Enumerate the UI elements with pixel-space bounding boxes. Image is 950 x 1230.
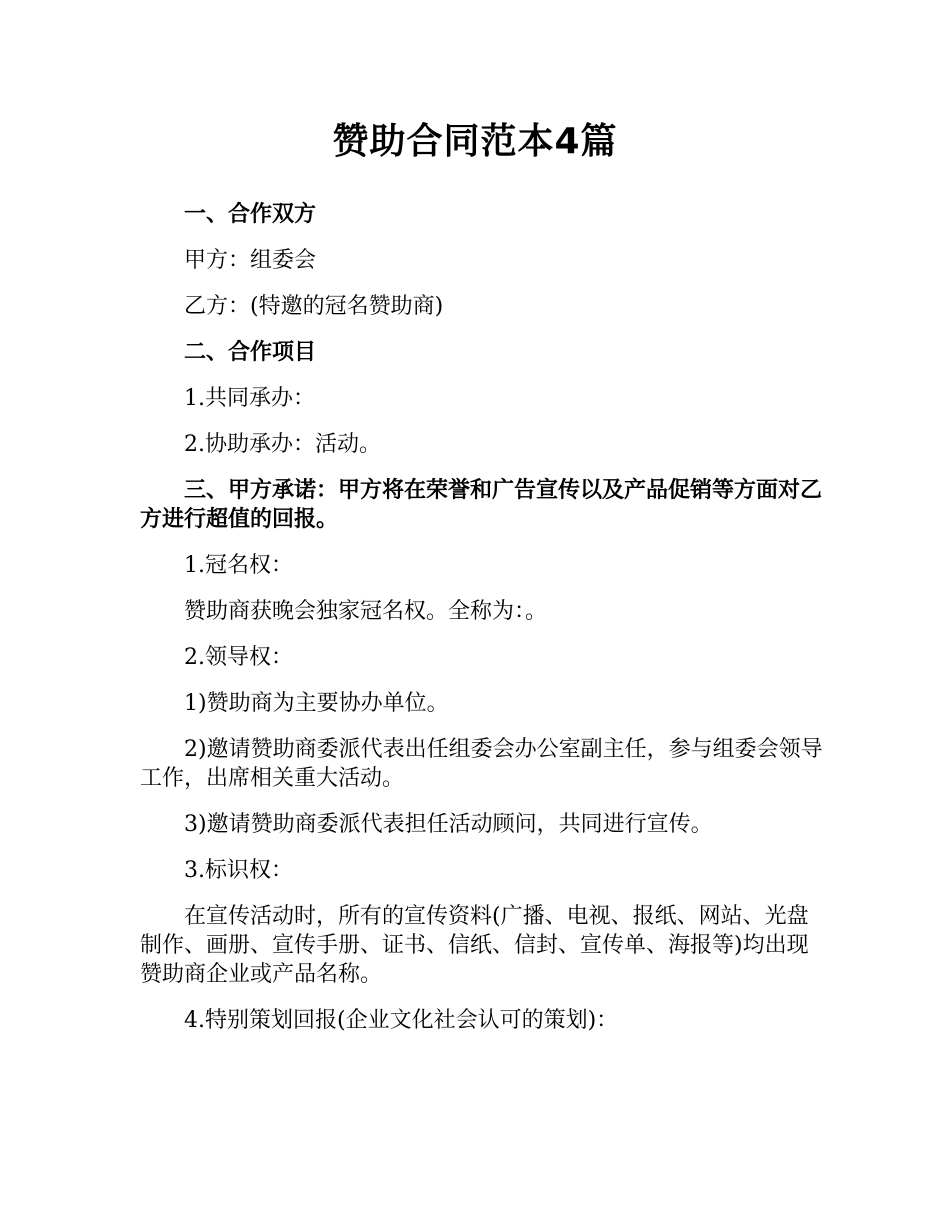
project-item-1: 1.共同承办： bbox=[184, 386, 315, 411]
logo-rights-text: 在宣传活动时，所有的宣传资料(广播、电视、报纸、网站、光盘制作、画册、宣传手册、证书、信纸、信封、宣传单、海报等)均出现赞助商企业或产品名称。 bbox=[140, 904, 809, 987]
party-b-line: 乙方：(特邀的冠名赞助商) bbox=[184, 294, 444, 319]
party-a-line: 甲方：组委会 bbox=[184, 248, 317, 273]
leadership-item-3: 3)邀请赞助商委派代表担任活动顾问，共同进行宣传。 bbox=[184, 812, 713, 837]
leadership-item-1: 1)赞助商为主要协办单位。 bbox=[184, 691, 449, 716]
document-title: 赞助合同范本4篇 bbox=[332, 121, 618, 162]
document-body bbox=[140, 200, 830, 1052]
special-planning-heading: 4.特别策划回报(企业文化社会认可的策划)： bbox=[184, 1008, 619, 1033]
naming-rights-text: 赞助商获晚会独家冠名权。全称为：。 bbox=[184, 599, 548, 624]
naming-rights-heading: 1.冠名权： bbox=[184, 553, 293, 578]
leadership-heading: 2.领导权： bbox=[184, 645, 293, 670]
project-item-2: 2.协助承办：活动。 bbox=[184, 432, 381, 457]
logo-rights-heading: 3.标识权： bbox=[184, 858, 293, 883]
section-heading-commitment: 三、甲方承诺：甲方将在荣誉和广告宣传以及产品促销等方面对乙方进行超值的回报。 bbox=[140, 478, 823, 532]
section-heading-projects: 二、合作项目 bbox=[184, 340, 317, 365]
leadership-item-2: 2)邀请赞助商委派代表出任组委会办公室副主任，参与组委会领导工作，出席相关重大活动。 bbox=[140, 737, 823, 791]
section-heading-parties: 一、合作双方 bbox=[184, 202, 317, 227]
